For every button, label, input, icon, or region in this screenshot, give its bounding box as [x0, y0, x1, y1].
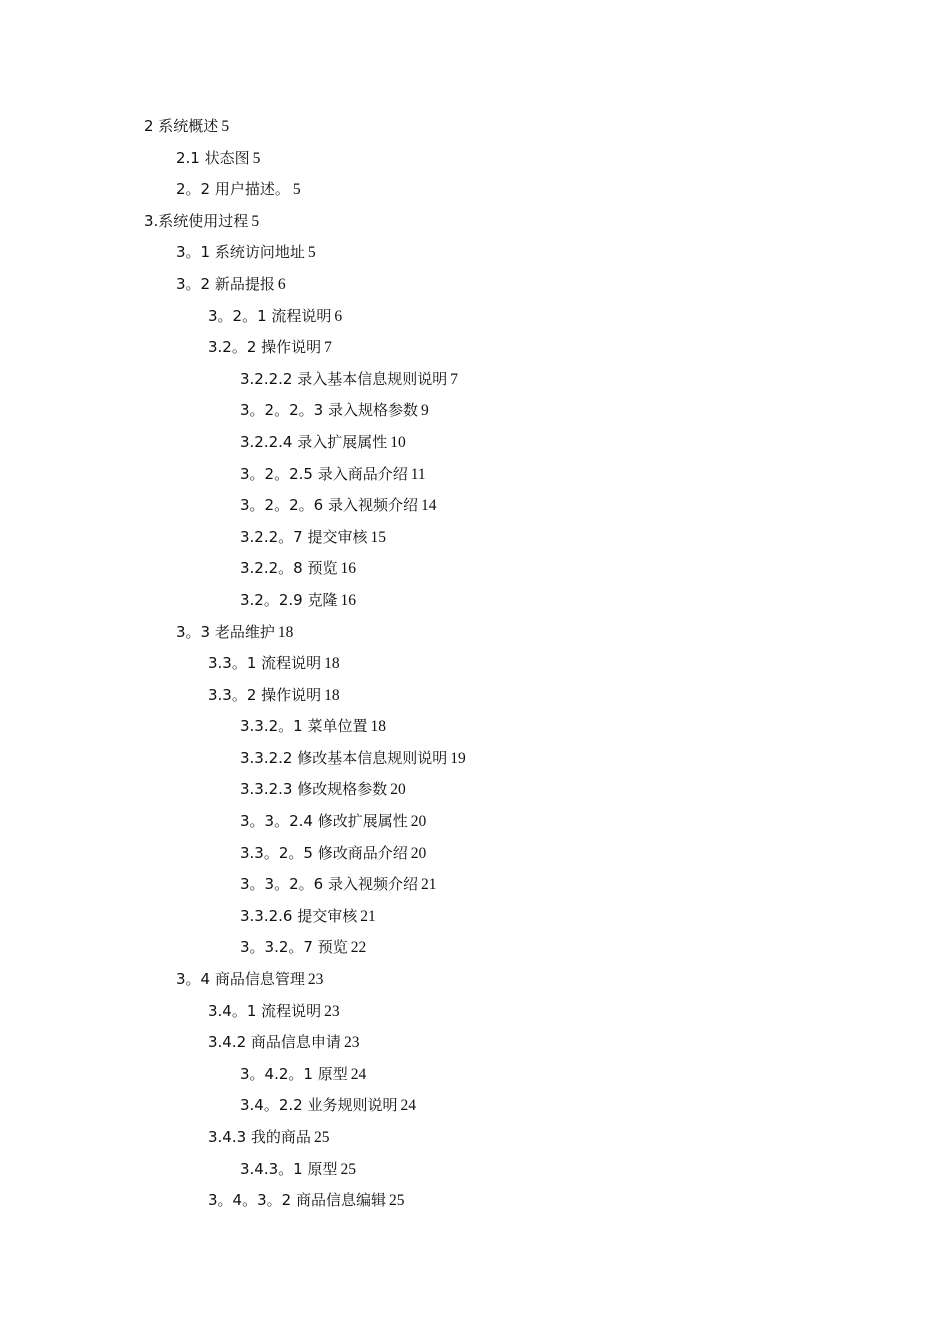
toc-entry [0, 1123, 950, 1155]
toc-entry-title: 2.1 状态图 [176, 148, 250, 167]
toc-entry-page-number: 25 [388, 1192, 405, 1210]
toc-entry-page-number: 23 [307, 971, 324, 989]
toc-entry-title: 3.4.2 商品信息申请 [208, 1033, 341, 1052]
toc-entry-title: 3.3.2.2 修改基本信息规则说明 [240, 748, 448, 767]
toc-entry-page-number: 18 [324, 686, 340, 704]
toc-entry-page-number: 5 [307, 244, 316, 262]
toc-entry [0, 1186, 950, 1218]
toc-entry [0, 618, 950, 650]
toc-entry [0, 649, 950, 681]
toc-entry [0, 238, 950, 270]
toc-entry-title: 3.3.2.6 提交审核 [240, 906, 358, 925]
toc-entry [0, 554, 950, 586]
toc-entry [0, 302, 950, 334]
toc-entry-title: 3。3 老品维护 [176, 622, 275, 641]
toc-entry-page-number: 9 [420, 402, 429, 420]
toc-entry-title: 3。4。3。2 商品信息编辑 [208, 1191, 386, 1210]
toc-entry-page-number: 24 [400, 1097, 416, 1115]
toc-entry [0, 396, 950, 428]
toc-entry-title: 3。2。2。6 录入视频介绍 [240, 496, 418, 515]
toc-entry-title: 2。2 用户描述。 [176, 180, 290, 199]
toc-entry [0, 1028, 950, 1060]
toc-entry [0, 144, 950, 176]
toc-entry [0, 839, 950, 871]
toc-entry-title: 3.3。2。5 修改商品介绍 [240, 843, 408, 862]
toc-entry [0, 807, 950, 839]
toc-entry [0, 491, 950, 523]
toc-entry-title: 3。4.2。1 原型 [240, 1064, 348, 1083]
toc-entry-title: 3。1 系统访问地址 [176, 243, 305, 262]
toc-entry-title: 3。3。2.4 修改扩展属性 [240, 812, 408, 831]
toc-entry-page-number: 25 [340, 1160, 356, 1178]
toc-entry-title: 3.3。1 流程说明 [208, 654, 322, 673]
toc-entry-page-number: 24 [350, 1065, 367, 1083]
toc-entry-title: 3。2。2。3 录入规格参数 [240, 401, 418, 420]
toc-entry [0, 333, 950, 365]
toc-entry-page-number: 14 [420, 497, 437, 515]
toc-entry [0, 997, 950, 1029]
toc-entry-title: 3.系统使用过程 [144, 211, 249, 230]
toc-entry [0, 270, 950, 302]
toc-entry-title: 3.3.2。1 菜单位置 [240, 717, 368, 736]
toc-entry-page-number: 5 [251, 212, 260, 230]
toc-entry [0, 744, 950, 776]
toc-entry [0, 775, 950, 807]
toc-entry [0, 902, 950, 934]
toc-entry-title: 3.4。1 流程说明 [208, 1001, 322, 1020]
toc-entry [0, 523, 950, 555]
toc-entry-page-number: 22 [350, 939, 367, 957]
toc-entry [0, 207, 950, 239]
toc-entry-page-number: 21 [360, 907, 376, 925]
toc-entry-page-number: 6 [277, 275, 286, 293]
toc-entry [0, 965, 950, 997]
toc-entry-title: 3。2。1 流程说明 [208, 306, 332, 325]
toc-entry-page-number: 23 [343, 1034, 360, 1052]
toc-entry [0, 460, 950, 492]
toc-entry-page-number: 6 [334, 307, 343, 325]
toc-entry [0, 175, 950, 207]
toc-entry [0, 1155, 950, 1187]
toc-entry [0, 681, 950, 713]
toc-entry-page-number: 18 [324, 655, 340, 673]
toc-entry [0, 1060, 950, 1092]
toc-entry [0, 586, 950, 618]
toc-entry [0, 933, 950, 965]
toc-entry-page-number: 25 [313, 1129, 330, 1146]
toc-entry-title: 3。3。2。6 录入视频介绍 [240, 875, 418, 894]
toc-entry-page-number: 7 [450, 370, 458, 388]
toc-entry-title: 3.2。2 操作说明 [208, 338, 322, 357]
toc-entry-page-number: 7 [324, 339, 332, 357]
toc-entry-title: 3.3。2 操作说明 [208, 685, 322, 704]
toc-entry-page-number: 10 [390, 433, 406, 451]
toc-entry [0, 870, 950, 902]
toc-entry-title: 3。2 新品提报 [176, 274, 275, 293]
toc-entry [0, 712, 950, 744]
toc-entry-page-number: 23 [324, 1002, 340, 1020]
toc-entry-title: 3.2.2。7 提交审核 [240, 527, 368, 546]
toc-entry-page-number: 18 [370, 718, 386, 736]
toc-entry [0, 112, 950, 144]
toc-entry-page-number: 18 [277, 623, 294, 641]
toc-entry-title: 3.2.2.4 录入扩展属性 [240, 432, 388, 451]
toc-entry-page-number: 20 [410, 813, 427, 831]
toc-entry-page-number: 16 [340, 591, 356, 609]
toc-entry [0, 1091, 950, 1123]
toc-entry-title: 3.4.3。1 原型 [240, 1159, 338, 1178]
toc-entry-page-number: 5 [221, 118, 230, 135]
toc-entry-title: 3.3.2.3 修改规格参数 [240, 780, 388, 799]
toc-entry-page-number: 21 [420, 876, 437, 894]
toc-entry-page-number: 20 [410, 844, 427, 862]
toc-entry [0, 365, 950, 397]
table-of-contents [0, 112, 950, 1218]
toc-entry-page-number: 5 [252, 149, 261, 167]
toc-entry-page-number: 20 [390, 781, 406, 799]
toc-entry-title: 3.2。2.9 克隆 [240, 590, 338, 609]
toc-entry-title: 2 系统概述 [144, 117, 219, 135]
toc-entry-title: 3.2.2。8 预览 [240, 559, 338, 578]
toc-entry-page-number: 11 [410, 465, 426, 483]
toc-entry-title: 3。2。2.5 录入商品介绍 [240, 464, 408, 483]
toc-entry-title: 3。4 商品信息管理 [176, 970, 305, 989]
toc-entry-title: 3。3.2。7 预览 [240, 938, 348, 957]
toc-entry [0, 428, 950, 460]
toc-entry-title: 3.2.2.2 录入基本信息规则说明 [240, 369, 448, 388]
toc-entry-page-number: 16 [340, 560, 356, 578]
toc-entry-page-number: 15 [370, 528, 386, 546]
toc-entry-title: 3.4。2.2 业务规则说明 [240, 1096, 398, 1115]
toc-entry-page-number: 5 [292, 181, 301, 199]
toc-entry-page-number: 19 [450, 749, 466, 767]
toc-entry-title: 3.4.3 我的商品 [208, 1128, 311, 1146]
